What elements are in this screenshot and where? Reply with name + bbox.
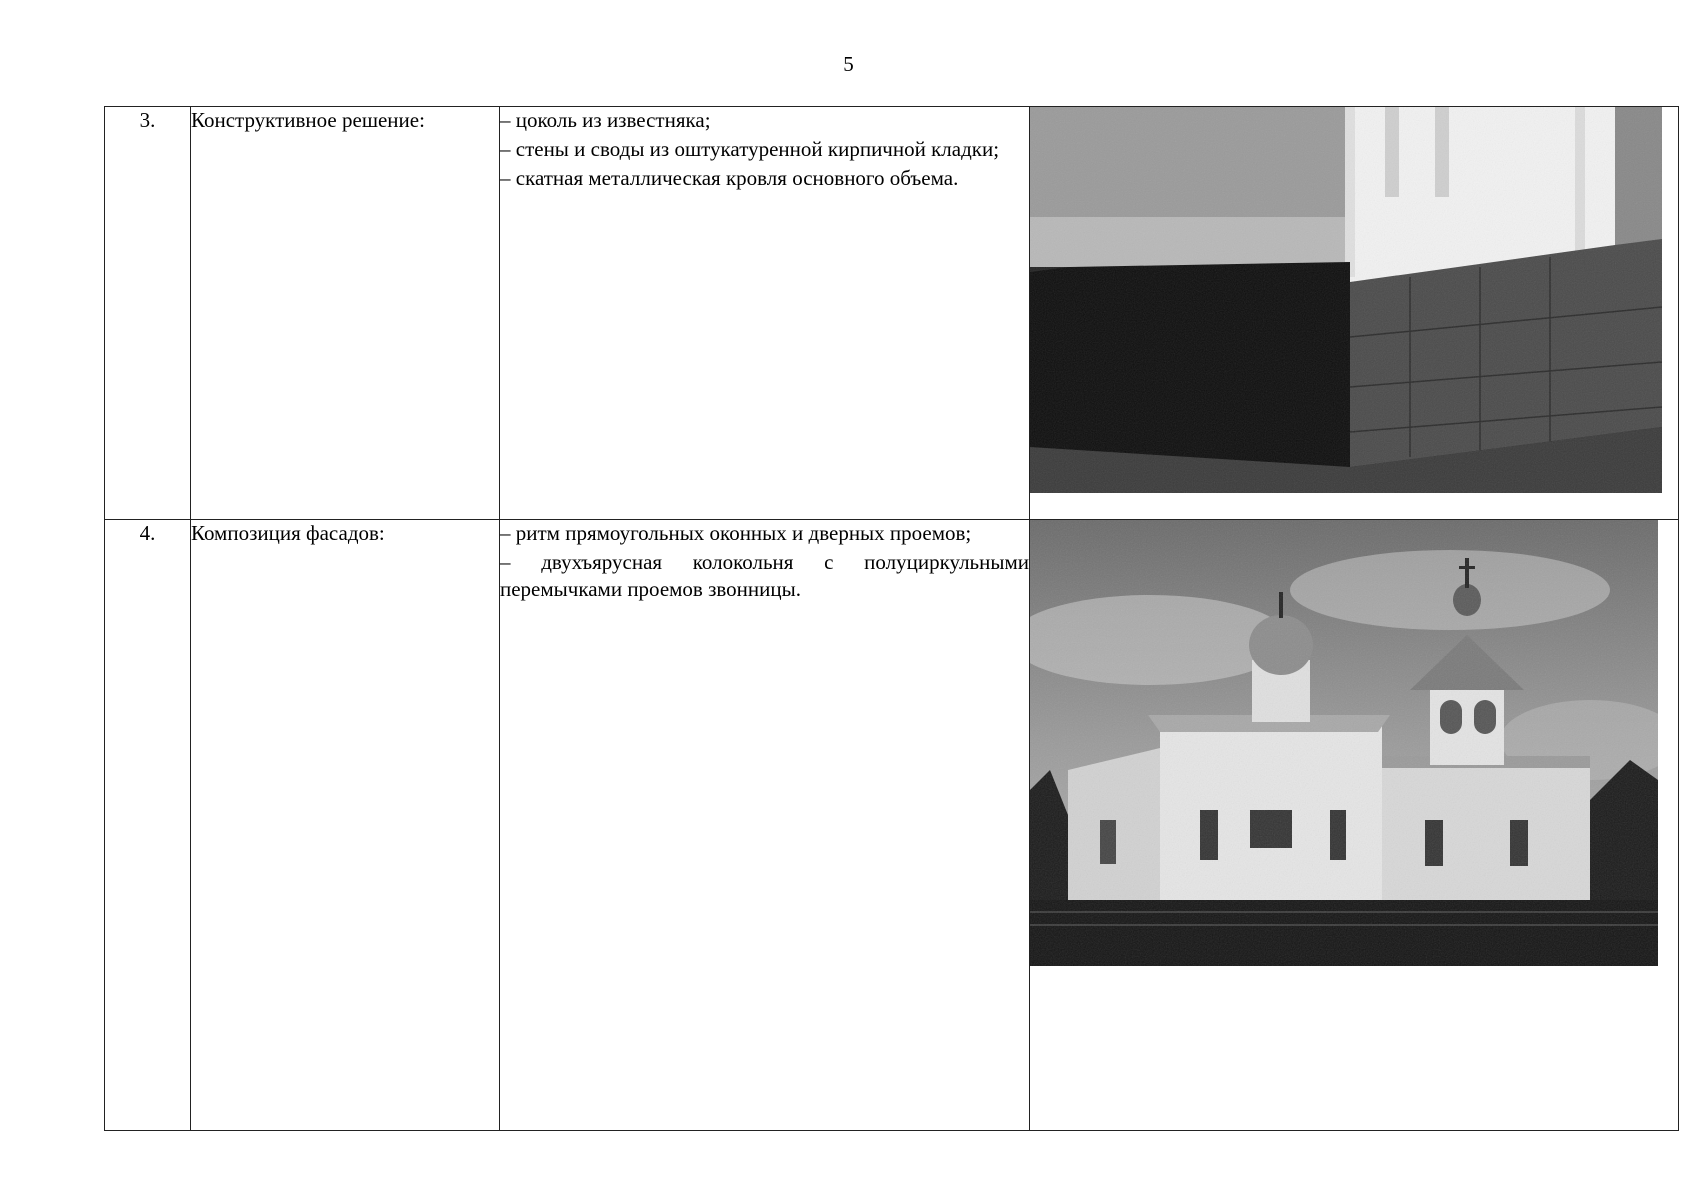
- table-row: [105, 520, 1679, 1131]
- photo-cell: [1030, 107, 1679, 520]
- characteristics-table: [104, 106, 1679, 1131]
- table-row: [105, 107, 1679, 520]
- foundation-photo: [1030, 107, 1662, 493]
- description-item: – двухъярусная колокольня с полуциркульными перемычками проемов звонницы.: [500, 550, 1029, 601]
- row-name: Конструктивное решение:: [191, 107, 500, 520]
- row-number: 4.: [105, 520, 191, 1131]
- church-photo: [1030, 520, 1658, 966]
- description-item: – стены и своды из оштукатуренной кирпичной кладки;: [500, 137, 1000, 161]
- page-number: 5: [843, 52, 854, 76]
- row-description: [500, 520, 1030, 1131]
- description-item: – скатная металлическая кровля основного объема.: [500, 166, 959, 190]
- row-description: [500, 107, 1030, 520]
- row-name: Композиция фасадов:: [191, 520, 500, 1131]
- description-item: – ритм прямоугольных оконных и дверных проемов;: [500, 521, 972, 545]
- description-item: – цоколь из известняка;: [500, 108, 711, 132]
- row-number: 3.: [105, 107, 191, 520]
- photo-cell: [1030, 520, 1679, 1131]
